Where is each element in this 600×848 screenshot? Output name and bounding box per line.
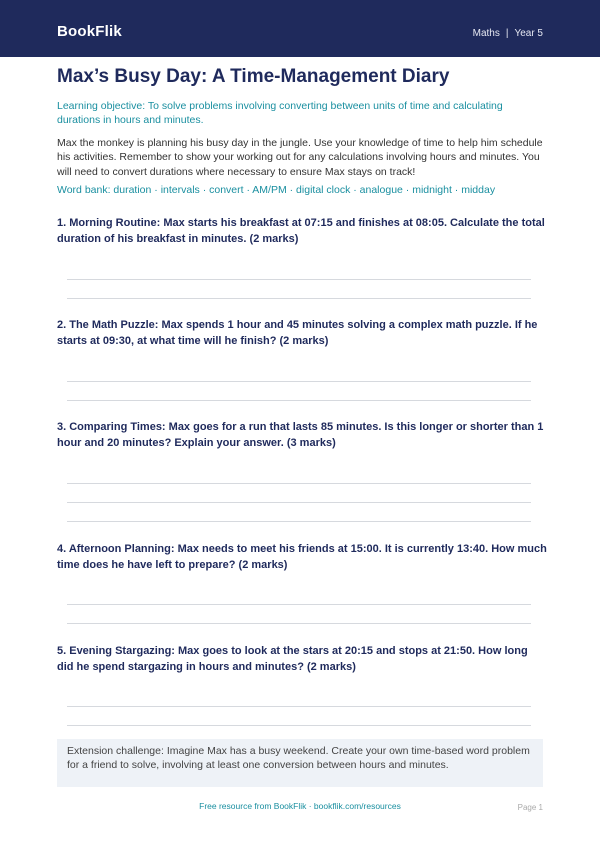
question-3: 3. Comparing Times: Max goes for a run that lasts 85 minutes. Is this longer or shorter than 1 hour and 20 minutes? Explain your answer. (3 marks) bbox=[57, 421, 544, 449]
extension-challenge: Extension challenge: Imagine Max has a busy weekend. Create your own time-based word problem for a friend to solve, involving at least one conversion between hours and minutes. bbox=[57, 739, 543, 787]
answer-line[interactable] bbox=[67, 725, 531, 726]
meta-separator: | bbox=[505, 28, 509, 39]
answer-line[interactable] bbox=[67, 279, 531, 280]
question-4: 4. Afternoon Planning: Max needs to meet his friends at 15:00. It is currently 13:40. How much time does he have left to prepare? (2 marks) bbox=[57, 543, 547, 571]
brand-logo[interactable]: BookFlik bbox=[57, 23, 122, 40]
question-5: 5. Evening Stargazing: Max goes to look at the stars at 20:15 and stops at 21:50. How long did he spend stargazing in hours and minutes? (2 marks) bbox=[57, 645, 528, 673]
answer-line[interactable] bbox=[67, 381, 531, 382]
answer-line[interactable] bbox=[67, 502, 531, 503]
header-bar bbox=[0, 0, 600, 57]
learning-objective: Learning objective: To solve problems involving converting between units of time and calculating durations in hours and minutes. bbox=[57, 100, 503, 126]
header-meta bbox=[473, 28, 543, 39]
answer-line[interactable] bbox=[67, 604, 531, 605]
subject-label: Maths bbox=[472, 28, 500, 39]
page-title: Max’s Busy Day: A Time-Management Diary bbox=[57, 66, 450, 87]
answer-line[interactable] bbox=[67, 623, 531, 624]
answer-line[interactable] bbox=[67, 706, 531, 707]
year-label: Year 5 bbox=[514, 28, 543, 39]
answer-line[interactable] bbox=[67, 521, 531, 522]
page-number: Page 1 bbox=[517, 803, 543, 812]
question-2: 2. The Math Puzzle: Max spends 1 hour and 45 minutes solving a complex math puzzle. If he starts at 09:30, at what time will he finish? (2 marks) bbox=[57, 319, 538, 347]
answer-line[interactable] bbox=[67, 483, 531, 484]
footer-link[interactable]: Free resource from BookFlik · bookflik.com/resources bbox=[199, 801, 401, 811]
intro-paragraph: Max the monkey is planning his busy day in the jungle. Use your knowledge of time to help him schedule his activities. Remember to show your working out for any calculations involving hours and minutes. You will need to convert durations where necessary to ensure Max stays on track! bbox=[57, 137, 543, 178]
answer-line[interactable] bbox=[67, 400, 531, 401]
word-bank: Word bank: duration · intervals · convert · AM/PM · digital clock · analogue · midnight · midday bbox=[57, 184, 496, 196]
question-1: 1. Morning Routine: Max starts his breakfast at 07:15 and finishes at 08:05. Calculate the total duration of his breakfast in minutes. (2 marks) bbox=[57, 217, 545, 245]
answer-line[interactable] bbox=[67, 298, 531, 299]
